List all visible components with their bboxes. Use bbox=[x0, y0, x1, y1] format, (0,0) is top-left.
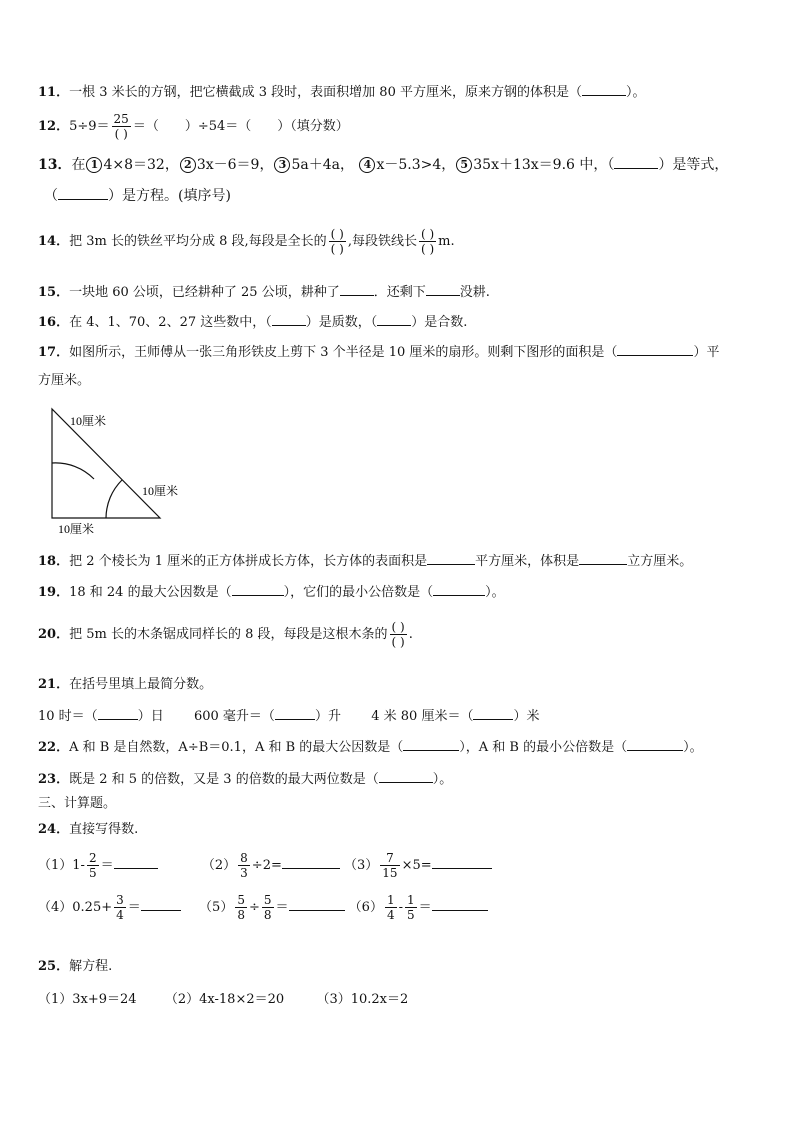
q-text: 一块地 60 公顷，已经耕种了 25 公顷，耕种了 bbox=[69, 285, 340, 300]
q-text: m. bbox=[438, 234, 455, 249]
q-text: ）是等式， bbox=[658, 157, 729, 173]
answer-blank[interactable] bbox=[275, 706, 315, 720]
q-text: ,每段铁线长 bbox=[347, 234, 417, 249]
fraction bbox=[238, 851, 250, 880]
q-text: 10 时＝（ bbox=[38, 709, 98, 724]
q-number: 24． bbox=[38, 822, 70, 837]
q-text: 方厘米。 bbox=[38, 373, 91, 388]
q-text: 既是 2 和 5 的倍数，又是 3 的倍数的最大两位数是（ bbox=[69, 772, 379, 787]
question-16 bbox=[38, 312, 764, 332]
fraction-numerator: 1 bbox=[407, 893, 415, 907]
answer-blank[interactable] bbox=[582, 82, 626, 96]
figure-label-bottom: 10厘米 bbox=[58, 522, 95, 536]
q-text: ）。 bbox=[683, 740, 703, 755]
answer-blank[interactable] bbox=[58, 186, 108, 200]
fraction-numerator: 3 bbox=[116, 893, 124, 907]
q-text: 如图所示，王师傅从一张三角形铁皮上剪下 3 个半径是 10 厘米的扇形。则剩下图形的面积是（ bbox=[69, 345, 618, 360]
answer-blank[interactable] bbox=[579, 551, 627, 565]
q-number: 15． bbox=[38, 285, 70, 300]
section-title: 三、计算题。 bbox=[38, 796, 117, 811]
item-label: （6） bbox=[348, 900, 383, 915]
fraction-numerator: 7 bbox=[380, 851, 399, 866]
q-text: 5÷9＝ bbox=[69, 119, 110, 134]
q-text: . bbox=[408, 627, 413, 642]
q-text: ）是方程。(填序号) bbox=[108, 188, 231, 204]
circled-number-5: 5 bbox=[456, 157, 472, 173]
q-text: ＝ bbox=[127, 900, 141, 915]
circled-number-3: 3 bbox=[274, 157, 290, 173]
sector-arc-top bbox=[52, 463, 94, 479]
equation: （2）4x-18×2＝20 bbox=[164, 992, 285, 1007]
q-text: 把 3m 长的铁丝平均分成 8 段,每段是全长的 bbox=[69, 234, 327, 249]
q-text: 600 毫升＝（ bbox=[193, 709, 275, 724]
q-number: 16． bbox=[38, 315, 70, 330]
answer-blank[interactable] bbox=[433, 582, 485, 596]
item-label: （5） bbox=[199, 900, 234, 915]
q-text: 18 和 24 的最大公因数是（ bbox=[69, 585, 232, 600]
answer-blank[interactable] bbox=[98, 706, 138, 720]
fraction-denominator: 4 bbox=[116, 908, 124, 922]
question-14 bbox=[38, 222, 764, 262]
q-text: 把 2 个棱长为 1 厘米的正方体拼成长方体，长方体的表面积是 bbox=[69, 554, 428, 569]
q-text: 把 5m 长的木条锯成同样长的 8 段，每段是这根木条的 bbox=[69, 627, 388, 642]
q-text: （ bbox=[44, 188, 58, 204]
expression: 35x＋13x＝9.6 中，（ bbox=[473, 157, 615, 173]
fraction-numerator: 5 bbox=[237, 893, 245, 907]
q-text: ），它们的最小公倍数是（ bbox=[283, 585, 434, 600]
q-text: ）。 bbox=[625, 85, 646, 100]
figure-label-hypotenuse: 10厘米 bbox=[70, 414, 107, 428]
equation: （3）10.2x＝2 bbox=[316, 992, 409, 1007]
question-21 bbox=[38, 676, 764, 694]
q-number: 14． bbox=[38, 234, 70, 249]
q-text: A 和 B 是自然数，A÷B＝0.1，A 和 B 的最大公因数是（ bbox=[69, 740, 404, 755]
operator: ÷ bbox=[248, 900, 260, 915]
question-13 bbox=[38, 155, 764, 174]
fraction-numerator: 2 bbox=[88, 851, 97, 865]
fraction-numerator: 8 bbox=[240, 851, 248, 865]
q-text: 没耕. bbox=[459, 285, 490, 300]
question-20 bbox=[38, 615, 764, 655]
question-11 bbox=[38, 82, 764, 102]
fraction-denominator: ( ) bbox=[420, 242, 435, 256]
q-number: 25． bbox=[38, 959, 70, 974]
circled-number-4: 4 bbox=[359, 157, 375, 173]
fraction-denominator: 5 bbox=[88, 866, 97, 880]
fraction-denominator: 8 bbox=[263, 908, 272, 922]
q-text: ）日 bbox=[137, 709, 164, 724]
question-17 bbox=[38, 342, 764, 362]
fraction-numerator: ( ) bbox=[420, 227, 435, 241]
fraction-numerator: 5 bbox=[263, 893, 272, 907]
q-text: ＝ bbox=[275, 900, 289, 915]
q-text: ）是质数，（ bbox=[305, 315, 378, 330]
answer-blank[interactable] bbox=[340, 282, 374, 296]
answer-blank[interactable] bbox=[627, 737, 683, 751]
q-text: ）米 bbox=[513, 709, 540, 724]
q-number: 23． bbox=[38, 772, 70, 787]
question-25-equations bbox=[38, 991, 764, 1009]
q-text: ＝（ ）÷54＝（ ）（填分数） bbox=[132, 119, 349, 134]
answer-blank[interactable] bbox=[427, 551, 475, 565]
answer-blank[interactable] bbox=[114, 855, 158, 869]
fraction bbox=[87, 851, 99, 880]
question-19 bbox=[38, 582, 764, 602]
question-24-row2 bbox=[38, 890, 764, 926]
question-23 bbox=[38, 769, 764, 789]
q-text: 在 bbox=[71, 157, 86, 173]
q-text: ×5= bbox=[401, 858, 432, 873]
q-text: ），A 和 B 的最小公倍数是（ bbox=[459, 740, 628, 755]
fraction bbox=[385, 893, 397, 922]
q-text: ＝ bbox=[418, 900, 432, 915]
triangle-sector-figure bbox=[40, 405, 210, 540]
q-number: 11． bbox=[38, 85, 70, 100]
fraction-denominator: 4 bbox=[386, 908, 395, 922]
q-number: 18． bbox=[38, 554, 70, 569]
answer-blank[interactable] bbox=[432, 855, 492, 869]
item-label: （4）0.25+ bbox=[38, 900, 113, 915]
item-label: （1）1- bbox=[38, 858, 85, 873]
q-text: 4 米 80 厘米＝（ bbox=[371, 709, 474, 724]
answer-blank[interactable] bbox=[403, 737, 459, 751]
answer-blank[interactable] bbox=[232, 582, 284, 596]
question-21-items bbox=[38, 706, 764, 726]
answer-blank[interactable] bbox=[473, 706, 513, 720]
fraction-denominator: 8 bbox=[237, 908, 245, 922]
expression: x－5.3>4， bbox=[376, 157, 456, 173]
q-number: 20． bbox=[38, 627, 70, 642]
q-text: 解方程. bbox=[69, 959, 113, 974]
fraction-blank[interactable] bbox=[329, 227, 346, 256]
fraction-blank[interactable] bbox=[419, 227, 436, 256]
equation: （1）3x+9＝24 bbox=[38, 992, 137, 1007]
question-22 bbox=[38, 737, 764, 757]
figure-label-right: 10厘米 bbox=[142, 484, 179, 498]
fraction-denominator: 3 bbox=[240, 866, 248, 880]
q-text: ÷2= bbox=[251, 858, 282, 873]
fraction-denominator: 15 bbox=[382, 866, 398, 880]
answer-blank[interactable] bbox=[617, 342, 693, 356]
question-13-line2 bbox=[44, 186, 764, 205]
q-number: 12． bbox=[38, 119, 70, 134]
q-text: ＝ bbox=[100, 858, 114, 873]
question-25 bbox=[38, 958, 764, 976]
q-text: 直接写得数. bbox=[69, 822, 139, 837]
fraction-denominator: ( ) bbox=[391, 635, 405, 649]
expression: 4×8＝32， bbox=[103, 157, 179, 173]
q-number: 19． bbox=[38, 585, 70, 600]
q-text: 立方厘米。 bbox=[627, 554, 693, 569]
fraction-numerator: ( ) bbox=[391, 620, 405, 634]
fraction-denominator: ( ) bbox=[114, 127, 128, 141]
q-number: 22． bbox=[38, 740, 70, 755]
fraction bbox=[405, 893, 417, 922]
q-text: ）平 bbox=[693, 345, 720, 360]
q-number: 17． bbox=[38, 345, 70, 360]
answer-blank[interactable] bbox=[614, 155, 658, 169]
question-15 bbox=[38, 282, 764, 302]
q-text: 一根 3 米长的方钢，把它横截成 3 段时，表面积增加 80 平方厘米，原来方钢的体积是（ bbox=[69, 85, 582, 100]
question-24 bbox=[38, 821, 764, 839]
fraction-blank[interactable] bbox=[390, 620, 407, 649]
q-number: 21． bbox=[38, 677, 70, 692]
q-text: ）。 bbox=[432, 772, 453, 787]
q-text: 平方厘米，体积是 bbox=[475, 554, 580, 569]
expression: 5a＋4a， bbox=[291, 157, 354, 173]
item-label: （3） bbox=[344, 858, 379, 873]
fraction bbox=[235, 893, 247, 922]
fraction bbox=[262, 893, 274, 922]
q-text: ）升 bbox=[314, 709, 341, 724]
answer-blank[interactable] bbox=[432, 897, 488, 911]
fraction-numerator: ( ) bbox=[330, 227, 344, 241]
item-label: （2） bbox=[201, 858, 237, 873]
q-text: 在括号里填上最简分数。 bbox=[69, 677, 213, 692]
question-18 bbox=[38, 551, 764, 571]
answer-blank[interactable] bbox=[141, 897, 181, 911]
fraction bbox=[380, 851, 399, 880]
fraction bbox=[114, 893, 126, 922]
fraction bbox=[112, 112, 131, 141]
answer-blank[interactable] bbox=[379, 769, 433, 783]
q-text: ）是合数. bbox=[411, 315, 468, 330]
question-17-line2 bbox=[38, 372, 764, 390]
circled-number-2: 2 bbox=[180, 157, 196, 173]
question-24-row1 bbox=[38, 848, 764, 884]
q-text: ．还剩下 bbox=[373, 285, 426, 300]
operator: - bbox=[398, 900, 403, 915]
answer-blank[interactable] bbox=[377, 312, 411, 326]
q-number: 13． bbox=[38, 157, 72, 173]
circled-number-1: 1 bbox=[86, 157, 102, 173]
sector-arc-right bbox=[106, 480, 122, 518]
fraction-denominator: 5 bbox=[407, 908, 415, 922]
q-text: ）。 bbox=[485, 585, 505, 600]
q-text: 在 4、1、70、2、27 这些数中，（ bbox=[69, 315, 272, 330]
answer-blank[interactable] bbox=[272, 312, 306, 326]
answer-blank[interactable] bbox=[426, 282, 460, 296]
answer-blank[interactable] bbox=[289, 897, 345, 911]
expression: 3x－6＝9， bbox=[196, 157, 274, 173]
fraction-numerator: 1 bbox=[386, 893, 395, 907]
fraction-denominator: ( ) bbox=[330, 242, 344, 256]
answer-blank[interactable] bbox=[282, 855, 340, 869]
fraction-numerator: 25 bbox=[113, 112, 129, 126]
question-12 bbox=[38, 112, 764, 142]
